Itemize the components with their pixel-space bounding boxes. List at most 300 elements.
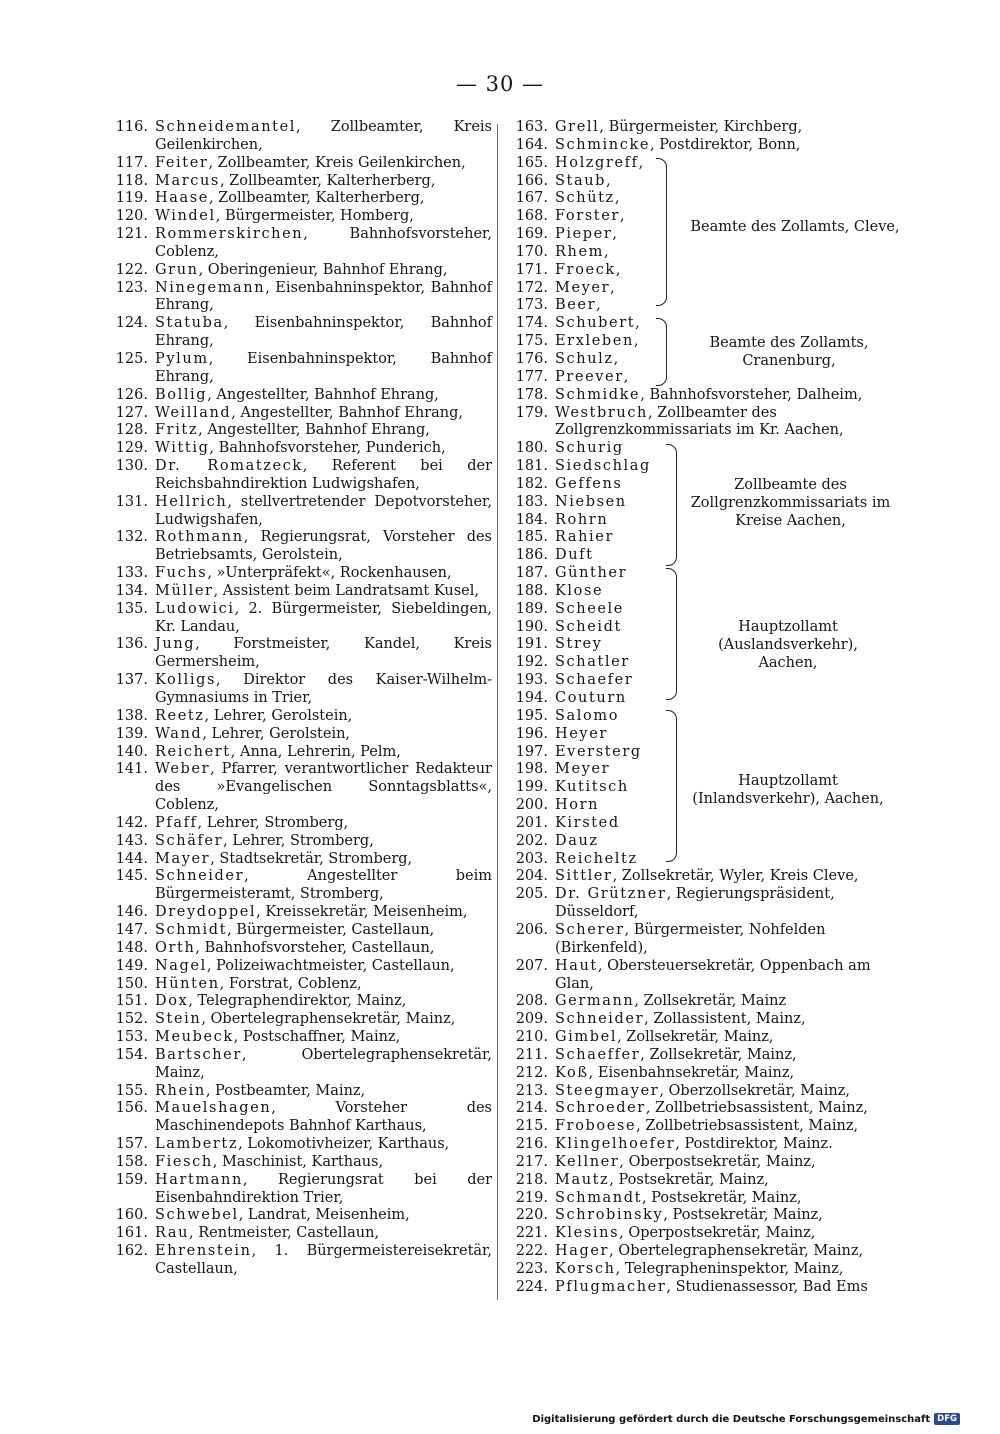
entry-number: 200. bbox=[515, 797, 548, 814]
entry-number: 187. bbox=[515, 565, 548, 582]
entry-name: Pfaff bbox=[155, 814, 198, 831]
entry-text bbox=[155, 761, 492, 815]
list-item bbox=[512, 1243, 904, 1261]
entry-number: 199. bbox=[515, 779, 548, 796]
entry-name: Hartmann bbox=[155, 1171, 243, 1188]
list-item bbox=[512, 137, 904, 155]
list-item bbox=[512, 262, 695, 280]
entry-number: 191. bbox=[515, 636, 548, 653]
entry-description: , Kreissekretär, Meisenheim, bbox=[256, 904, 468, 921]
entry-name: Scheidt bbox=[555, 618, 622, 635]
entry-name: Gimbel bbox=[555, 1029, 618, 1046]
entry-number: 133. bbox=[115, 565, 148, 582]
entry-number: 129. bbox=[115, 440, 148, 457]
list-item bbox=[112, 315, 492, 351]
entry-text bbox=[555, 744, 642, 760]
entry-number: 142. bbox=[115, 814, 148, 831]
entry-number: 126. bbox=[115, 386, 148, 403]
entry-name: Pylum bbox=[155, 350, 209, 367]
entry-name: Bollig bbox=[155, 386, 208, 403]
list-item bbox=[112, 155, 492, 173]
entry-name: Schrobinsky bbox=[555, 1207, 664, 1224]
entry-description: , stellvertretender Depotvorsteher, Ludwigshafen, bbox=[155, 493, 492, 528]
entry-number: 147. bbox=[115, 921, 148, 938]
entry-text bbox=[555, 547, 594, 563]
entry-name: Ninegemann bbox=[155, 279, 266, 296]
entry-text bbox=[155, 208, 492, 226]
list-item bbox=[512, 297, 695, 315]
entry-text bbox=[555, 190, 619, 206]
entry-number: 219. bbox=[515, 1189, 548, 1206]
entry-name: Weilland bbox=[155, 404, 232, 421]
list-item bbox=[512, 315, 695, 333]
entry-number: 132. bbox=[115, 529, 148, 546]
entry-description: , Oberingenieur, Bahnhof Ehrang, bbox=[198, 261, 448, 278]
list-item bbox=[112, 1029, 492, 1047]
entry-description: , Zollbeamter, Kalterherberg, bbox=[219, 172, 436, 189]
list-item bbox=[512, 280, 695, 298]
entry-text bbox=[155, 458, 492, 494]
list-item bbox=[512, 1207, 904, 1225]
bracket-zollgrenz bbox=[666, 444, 677, 566]
entry-number: 176. bbox=[515, 350, 548, 367]
entry-name: Weber bbox=[155, 761, 211, 778]
list-item bbox=[512, 1118, 904, 1136]
entry-description: , bbox=[623, 368, 629, 385]
entry-number: 198. bbox=[515, 761, 548, 778]
entry-name: Pflugmacher bbox=[555, 1278, 667, 1295]
entry-text bbox=[155, 529, 492, 565]
entry-number: 131. bbox=[115, 493, 148, 510]
entry-name: Schroeder bbox=[555, 1100, 646, 1117]
entry-number: 194. bbox=[515, 690, 548, 706]
entry-description: , Zollbetriebsassistent, Mainz, bbox=[645, 1100, 868, 1117]
entry-number: 184. bbox=[515, 511, 548, 528]
list-item bbox=[512, 1225, 904, 1243]
entry-name: Rommerskirchen bbox=[155, 226, 304, 243]
entry-name: Hünten bbox=[155, 975, 220, 992]
entry-text bbox=[555, 815, 620, 831]
entry-name: Nagel bbox=[155, 957, 207, 974]
entry-number: 159. bbox=[115, 1171, 148, 1188]
entry-name: Kolligs bbox=[155, 672, 217, 689]
list-item bbox=[112, 1047, 492, 1083]
entry-description: , Bürgermeister, Nohfelden (Birkenfeld), bbox=[555, 921, 826, 956]
list-item bbox=[112, 1083, 492, 1101]
entry-name: Schubert bbox=[555, 315, 636, 332]
entry-name: Scherer bbox=[555, 921, 625, 938]
list-item bbox=[112, 440, 492, 458]
right-column bbox=[512, 119, 904, 1297]
entry-text bbox=[555, 155, 643, 171]
entry-name: Schmincke bbox=[555, 136, 651, 153]
entry-text bbox=[555, 993, 786, 1009]
list-item bbox=[112, 868, 492, 904]
entry-text bbox=[155, 1136, 492, 1154]
entry-description: , Polizeiwachtmeister, Castellaun, bbox=[206, 957, 455, 974]
entry-number: 164. bbox=[515, 136, 548, 153]
entry-description: , Pfarrer, verantwortlicher Redakteur des »Evangelischen Sonntagsblatts«, Coblenz, bbox=[155, 761, 492, 814]
entry-description: , Maschinist, Karthaus, bbox=[212, 1153, 384, 1170]
entry-text bbox=[555, 297, 601, 313]
list-item bbox=[512, 1172, 904, 1190]
entry-text bbox=[155, 440, 492, 458]
entry-number: 158. bbox=[115, 1153, 148, 1170]
entry-text bbox=[155, 583, 492, 601]
entry-number: 135. bbox=[115, 600, 148, 617]
entry-text bbox=[555, 690, 627, 706]
entry-name: Schmidt bbox=[155, 921, 228, 938]
entry-description: , Regierungspräsident, Düsseldorf, bbox=[555, 886, 835, 921]
list-item bbox=[112, 708, 492, 726]
entry-number: 145. bbox=[115, 868, 148, 885]
entry-name: Kutitsch bbox=[555, 779, 629, 796]
entry-text bbox=[155, 422, 492, 440]
entry-number: 206. bbox=[515, 921, 548, 938]
entry-description: , Bahnhofsvorsteher, Dalheim, bbox=[640, 386, 863, 403]
entry-description: , Eisenbahninspektor, Bahnhof Ehrang, bbox=[155, 315, 492, 350]
entry-name: Lambertz bbox=[155, 1136, 239, 1153]
entry-text bbox=[555, 601, 624, 617]
entry-text bbox=[555, 369, 628, 385]
entry-text bbox=[555, 1279, 868, 1295]
entry-number: 127. bbox=[115, 404, 148, 421]
entry-number: 143. bbox=[115, 832, 148, 849]
entry-description: , Obersteuersekretär, Oppenbach am Glan, bbox=[555, 957, 871, 992]
entry-name: Ehrenstein bbox=[155, 1243, 252, 1260]
entry-text bbox=[155, 1243, 492, 1279]
list-item bbox=[112, 958, 492, 976]
list-item bbox=[512, 244, 695, 262]
list-item bbox=[512, 922, 904, 958]
entry-text bbox=[555, 851, 638, 867]
entry-text bbox=[155, 833, 492, 851]
entry-number: 165. bbox=[515, 154, 548, 171]
entry-text bbox=[155, 1100, 492, 1136]
list-item bbox=[112, 601, 492, 637]
entry-description: , Telegrapheninspektor, Mainz, bbox=[615, 1261, 844, 1277]
entry-name: Ludowici bbox=[155, 600, 235, 617]
entry-text bbox=[155, 351, 492, 387]
entry-description: , Postsekretär, Mainz, bbox=[609, 1171, 769, 1188]
entry-text bbox=[555, 583, 603, 599]
footer-text: Digitalisierung gefördert durch die Deutsche Forschungsgemeinschaft bbox=[532, 1413, 931, 1425]
entry-description: , Zollsekretär, Mainz, bbox=[617, 1029, 774, 1046]
entry-number: 179. bbox=[515, 404, 548, 421]
list-item bbox=[512, 333, 695, 351]
entry-number: 120. bbox=[115, 208, 148, 225]
entry-number: 125. bbox=[115, 350, 148, 367]
entry-name: Duft bbox=[555, 547, 594, 564]
group-label-zollgrenz: Zollbeamte des Zollgrenzkommissariats im Kreise Aachen, bbox=[690, 477, 891, 529]
entry-number: 134. bbox=[115, 582, 148, 599]
entry-description: , Lokomotivheizer, Karthaus, bbox=[238, 1136, 450, 1153]
footer-credit bbox=[532, 1413, 960, 1425]
group-label-cleve: Beamte des Zollamts, Cleve, bbox=[690, 219, 900, 235]
entry-name: Wand bbox=[155, 725, 203, 742]
list-item bbox=[512, 958, 904, 994]
entry-name: Kellner bbox=[555, 1153, 620, 1170]
list-item bbox=[112, 636, 492, 672]
entry-description: , Bahnhofsvorsteher, Punderich, bbox=[209, 440, 446, 457]
list-item bbox=[512, 369, 695, 387]
list-item bbox=[512, 868, 904, 886]
entry-text bbox=[555, 565, 627, 581]
entry-text bbox=[155, 744, 492, 762]
entry-name: Holzgreff bbox=[555, 154, 639, 171]
entry-description: , Telegraphendirektor, Mainz, bbox=[188, 993, 407, 1010]
entry-description: , Forstmeister, Kandel, Kreis Germersheim, bbox=[155, 636, 492, 671]
list-item bbox=[112, 672, 492, 708]
entry-number: 218. bbox=[515, 1171, 548, 1188]
list-item bbox=[112, 744, 492, 762]
entry-text bbox=[155, 922, 492, 940]
entry-text bbox=[555, 262, 620, 278]
entry-number: 175. bbox=[515, 333, 548, 350]
column-divider bbox=[497, 124, 498, 1300]
entry-text bbox=[555, 1083, 850, 1099]
entry-text bbox=[555, 761, 610, 777]
entry-text bbox=[555, 476, 622, 492]
entry-text bbox=[155, 851, 492, 869]
entry-name: Eversterg bbox=[555, 743, 642, 760]
entry-number: 117. bbox=[115, 154, 148, 171]
list-item bbox=[512, 1154, 904, 1172]
entry-name: Stein bbox=[155, 1011, 202, 1028]
entry-number: 185. bbox=[515, 529, 548, 546]
entry-text bbox=[155, 1225, 492, 1243]
entry-text bbox=[155, 726, 492, 744]
list-item bbox=[112, 119, 492, 155]
entry-description: , Zollsekretär, Mainz bbox=[634, 993, 787, 1010]
entry-text bbox=[155, 226, 492, 262]
entry-number: 188. bbox=[515, 582, 548, 599]
entry-number: 217. bbox=[515, 1153, 548, 1170]
entry-description: , bbox=[596, 297, 601, 314]
entry-text bbox=[555, 1261, 843, 1277]
entry-name: Marcus bbox=[155, 172, 220, 189]
entry-number: 167. bbox=[515, 190, 548, 207]
entry-text bbox=[555, 137, 800, 153]
list-item bbox=[112, 405, 492, 423]
entry-description: , Bahnhofsvorsteher, Coblenz, bbox=[155, 226, 492, 260]
entry-text bbox=[155, 315, 492, 351]
entry-text bbox=[155, 1154, 492, 1172]
entry-name: Salomo bbox=[555, 707, 620, 724]
entry-name: Siedschlag bbox=[555, 458, 651, 475]
entry-name: Reetz bbox=[155, 707, 205, 724]
list-item bbox=[112, 851, 492, 869]
entry-name: Dreydoppel bbox=[155, 904, 257, 921]
list-item bbox=[112, 173, 492, 191]
entry-number: 144. bbox=[115, 850, 148, 867]
list-item bbox=[512, 173, 695, 191]
entry-name: Germann bbox=[555, 993, 635, 1010]
entry-text bbox=[555, 351, 618, 367]
entry-description: , Eisenbahnsekretär, Mainz, bbox=[588, 1064, 795, 1081]
entry-number: 211. bbox=[515, 1046, 548, 1063]
entry-description: , bbox=[606, 172, 611, 189]
entry-name: Dox bbox=[155, 993, 189, 1010]
entry-name: Froboese bbox=[555, 1118, 637, 1135]
entry-number: 122. bbox=[115, 261, 148, 278]
entry-text bbox=[555, 886, 835, 920]
entry-number: 186. bbox=[515, 547, 548, 564]
entry-number: 121. bbox=[115, 226, 148, 243]
list-item bbox=[112, 1154, 492, 1172]
entry-number: 216. bbox=[515, 1136, 548, 1153]
entry-description: , Zollbeamter, Kreis Geilenkirchen, bbox=[208, 154, 466, 171]
entry-text bbox=[555, 1047, 797, 1063]
entry-number: 123. bbox=[115, 279, 148, 296]
entry-text bbox=[155, 868, 492, 904]
entry-description: , Postdirektor, Mainz. bbox=[675, 1136, 833, 1153]
entry-description: , Direktor des Kaiser-Wilhelm-Gymnasiums in Trier, bbox=[155, 672, 492, 706]
entry-description: , Assistent beim Landratsamt Kusel, bbox=[213, 582, 479, 599]
entry-number: 174. bbox=[515, 315, 548, 332]
list-item bbox=[112, 565, 492, 583]
list-item bbox=[112, 226, 492, 262]
entry-number: 180. bbox=[515, 440, 548, 457]
entry-text bbox=[155, 190, 492, 208]
entry-number: 189. bbox=[515, 600, 548, 617]
list-item bbox=[112, 726, 492, 744]
entry-number: 137. bbox=[115, 672, 148, 689]
list-item bbox=[112, 494, 492, 530]
entry-number: 210. bbox=[515, 1029, 548, 1046]
entry-number: 119. bbox=[115, 190, 148, 207]
entry-text bbox=[155, 565, 492, 583]
entry-text bbox=[155, 262, 492, 280]
entry-description: , Referent bei der Reichsbahndirektion Ludwigshafen, bbox=[155, 458, 493, 492]
list-item bbox=[512, 155, 695, 173]
entry-number: 196. bbox=[515, 725, 548, 742]
list-item bbox=[112, 351, 492, 387]
entry-number: 195. bbox=[515, 707, 548, 724]
list-item bbox=[112, 904, 492, 922]
entry-description: , Obertelegraphensekretär, Mainz, bbox=[155, 1046, 492, 1081]
list-item bbox=[512, 1279, 904, 1297]
entry-text bbox=[555, 654, 630, 670]
entry-text bbox=[555, 119, 802, 135]
entry-text bbox=[555, 208, 625, 224]
dfg-logo: DFG bbox=[934, 1413, 960, 1425]
entry-text bbox=[155, 904, 492, 922]
entry-name: Mayer bbox=[155, 850, 211, 867]
entry-number: 170. bbox=[515, 243, 548, 260]
entry-number: 146. bbox=[115, 904, 148, 921]
entry-description: , Eisenbahninspektor, Bahnhof Ehrang, bbox=[155, 350, 492, 385]
entry-number: 150. bbox=[115, 975, 148, 992]
entry-description: , Stadtsekretär, Stromberg, bbox=[210, 850, 413, 867]
entry-description: , bbox=[604, 243, 609, 260]
entry-name: Meyer bbox=[555, 279, 611, 296]
entry-name: Beer bbox=[555, 297, 597, 314]
list-item bbox=[112, 208, 492, 226]
entry-description: , Eisenbahninspektor, Bahnhof Ehrang, bbox=[155, 279, 492, 314]
entry-name: Haase bbox=[155, 190, 209, 207]
entry-name: Erxleben bbox=[555, 333, 634, 350]
entry-name: Forster bbox=[555, 208, 620, 225]
entry-number: 136. bbox=[115, 636, 148, 653]
entry-number: 160. bbox=[115, 1207, 148, 1224]
entry-name: Schneidemantel bbox=[155, 119, 296, 135]
entry-description: , Bürgermeister, Kirchberg, bbox=[599, 119, 803, 135]
entry-text bbox=[555, 440, 624, 456]
entry-number: 222. bbox=[515, 1243, 548, 1260]
list-item bbox=[112, 993, 492, 1011]
entry-name: Westbruch bbox=[555, 404, 648, 421]
list-item bbox=[512, 1047, 904, 1065]
entry-description: , 1. Bürgermeistereisekretär, Castellaun, bbox=[155, 1243, 492, 1277]
entry-description: , Regierungsrat bei der Eisenbahndirektion Trier, bbox=[155, 1171, 492, 1206]
list-item bbox=[112, 583, 492, 601]
entry-text bbox=[155, 494, 492, 530]
entry-name: Jung bbox=[155, 636, 196, 653]
entry-text bbox=[555, 1011, 806, 1027]
entry-number: 161. bbox=[115, 1225, 148, 1242]
entry-name: Fiesch bbox=[155, 1153, 213, 1170]
entry-name: Mauelshagen bbox=[155, 1100, 272, 1117]
entry-name: Meyer bbox=[555, 761, 611, 778]
entry-description: , bbox=[635, 315, 640, 332]
entry-number: 139. bbox=[115, 725, 148, 742]
list-item bbox=[512, 405, 904, 441]
entry-name: Dr. Grützner bbox=[555, 886, 667, 903]
entry-text bbox=[555, 387, 862, 403]
list-item bbox=[512, 119, 904, 137]
list-item bbox=[512, 351, 695, 369]
entry-number: 213. bbox=[515, 1082, 548, 1099]
entry-name: Günther bbox=[555, 565, 628, 582]
entry-description: , Oberpostsekretär, Mainz, bbox=[619, 1153, 816, 1170]
entry-description: , Studienassessor, Bad Ems bbox=[666, 1278, 868, 1295]
entry-number: 173. bbox=[515, 297, 548, 314]
entry-name: Mautz bbox=[555, 1171, 610, 1188]
entry-name: Rau bbox=[155, 1225, 190, 1242]
entry-name: Couturn bbox=[555, 690, 627, 706]
list-item bbox=[112, 387, 492, 405]
entry-number: 190. bbox=[515, 618, 548, 635]
list-item bbox=[112, 815, 492, 833]
entry-description: , bbox=[613, 350, 619, 367]
entry-name: Pieper bbox=[555, 226, 613, 243]
entry-name: Haut bbox=[555, 957, 598, 974]
entry-text bbox=[555, 672, 633, 688]
entry-number: 214. bbox=[515, 1100, 548, 1117]
entry-text bbox=[555, 958, 871, 992]
entry-number: 215. bbox=[515, 1118, 548, 1135]
entry-number: 208. bbox=[515, 993, 548, 1010]
entry-name: Horn bbox=[555, 797, 600, 814]
entry-number: 172. bbox=[515, 279, 548, 296]
entry-name: Rothmann bbox=[155, 529, 244, 546]
entry-text bbox=[155, 1172, 492, 1208]
list-item bbox=[112, 1100, 492, 1136]
entry-number: 148. bbox=[115, 939, 148, 956]
entry-text bbox=[155, 173, 492, 191]
entry-name: Froeck bbox=[555, 261, 616, 278]
entry-number: 182. bbox=[515, 475, 548, 492]
entry-text bbox=[155, 636, 492, 672]
entry-text bbox=[155, 155, 492, 173]
entry-description: , Bahnhofsvorsteher, Castellaun, bbox=[195, 939, 435, 956]
entry-description: , bbox=[633, 333, 639, 350]
entry-name: Kirsted bbox=[555, 814, 620, 831]
entry-description: , Operpostsekretär, Mainz, bbox=[619, 1225, 816, 1242]
entry-text bbox=[555, 226, 617, 242]
entry-description: , Zollsekretär, Wyler, Kreis Cleve, bbox=[612, 868, 859, 885]
